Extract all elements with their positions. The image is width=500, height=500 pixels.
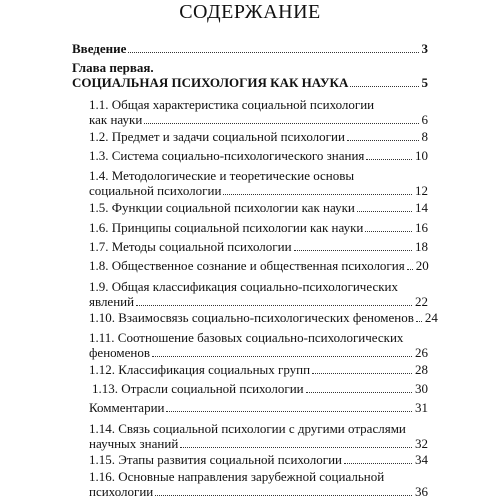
toc-entry-label: 1.2. Предмет и задачи социальной психологии [89,129,345,144]
toc-entry-1-10[interactable] [89,310,438,325]
toc-entry-label: 1.10. Взаимосвязь социально-психологических феноменов [89,310,414,325]
toc-entry-label: 1.6. Принципы социальной психологии как науки [89,220,364,235]
toc-entry-label: 1.7. Методы социальной психологии [89,239,292,254]
dotted-leader [407,269,413,270]
toc-page-number: 3 [421,41,428,56]
toc-page-number: 16 [415,220,428,235]
toc-entry-1-11[interactable] [89,330,428,360]
dotted-leader [166,411,412,412]
toc-entry-1-6[interactable] [89,220,428,235]
toc-entry-1-4[interactable] [89,168,428,198]
toc-page-number: 34 [415,452,428,467]
dotted-leader [365,231,412,232]
toc-page-number: 6 [421,112,428,127]
dotted-leader [366,159,412,160]
toc-entry-1-12[interactable] [89,362,428,377]
toc-entry-label: феноменов [89,345,150,360]
toc-entry-label: 1.8. Общественное сознание и общественная психология [89,258,405,273]
toc-entry-label: 1.14. Связь социальной психологии с другими отраслями [89,421,406,436]
toc-entry-label: социальной психологии [89,183,222,198]
toc-entry-label: Комментарии [89,400,165,415]
toc-entry-1-13[interactable] [92,381,428,396]
toc-entry-1-8[interactable] [89,258,428,273]
toc-page-number: 20 [415,258,429,273]
toc-entry-1-3[interactable] [89,148,428,163]
dotted-leader [155,495,412,496]
toc-entry-1-1[interactable] [89,97,428,127]
toc-entry-label: 1.13. Отрасли социальной психологии [92,381,304,396]
toc-entry-label: 1.16. Основные направления зарубежной социальной [89,469,385,484]
toc-page-number: 5 [421,75,428,90]
dotted-leader [350,86,418,87]
toc-page-number: 22 [415,294,428,309]
toc-page-number: 36 [415,484,428,499]
toc-page-number: 30 [415,381,428,396]
toc-chapter-caption: Глава первая. [72,60,154,75]
toc-entry-label: 1.11. Соотношение базовых социально-психологических [89,330,404,345]
toc-entry-1-16[interactable] [89,469,428,499]
toc-entry-label: психологии [89,484,154,499]
toc-entry-1-15[interactable] [89,452,428,467]
dotted-leader [136,305,412,306]
dotted-leader [357,211,412,212]
toc-page-number: 10 [415,148,428,163]
dotted-leader [152,356,412,357]
toc-entry-label: 1.5. Функции социальной психологии как науки [89,200,355,215]
dotted-leader [344,463,412,464]
toc-entry-label: Введение [72,41,127,56]
toc-page-number: 26 [415,345,428,360]
dotted-leader [128,52,418,53]
dotted-leader [306,392,412,393]
toc-entry-label: явлений [89,294,135,309]
toc-entry-1-7[interactable] [89,239,428,254]
toc-page-number: 8 [421,129,428,144]
toc-page-number: 18 [415,239,428,254]
toc-page-number: 14 [415,200,428,215]
dotted-leader [144,123,418,124]
toc-page-number: 31 [415,400,428,415]
toc-chapter-title: СОЦИАЛЬНАЯ ПСИХОЛОГИЯ КАК НАУКА [72,75,349,90]
toc-entry-1-2[interactable] [89,129,428,144]
toc-entry-label: 1.12. Классификация социальных групп [89,362,311,377]
toc-page-number: 24 [424,310,438,325]
toc-entry-label: 1.4. Методологические и теоретические основы [89,168,355,183]
page-title: СОДЕРЖАНИЕ [179,1,321,23]
toc-entry-label: как науки [89,112,143,127]
toc-entry-1-5[interactable] [89,200,428,215]
toc-entry-label: 1.9. Общая классификация социально-психологических [89,279,398,294]
toc-entry-label: 1.1. Общая характеристика социальной психологии [89,97,375,112]
dotted-leader [180,447,412,448]
dotted-leader [312,373,412,374]
toc-entry-label: 1.3. Система социально-психологического знания [89,148,365,163]
toc-entry-1-14[interactable] [89,421,428,451]
toc-page-number: 28 [415,362,428,377]
dotted-leader [223,194,412,195]
toc-entry-chapter-1[interactable] [72,60,428,90]
toc-page-number: 12 [415,183,428,198]
toc-entry-introduction[interactable] [72,41,428,56]
toc-entry-comments[interactable] [89,400,428,415]
dotted-leader [347,140,419,141]
dotted-leader [416,321,422,322]
toc-entry-label: научных знаний [89,436,179,451]
dotted-leader [294,250,412,251]
toc-entry-1-9[interactable] [89,279,428,309]
toc-page-number: 32 [415,436,428,451]
toc-entry-label: 1.15. Этапы развития социальной психологии [89,452,342,467]
